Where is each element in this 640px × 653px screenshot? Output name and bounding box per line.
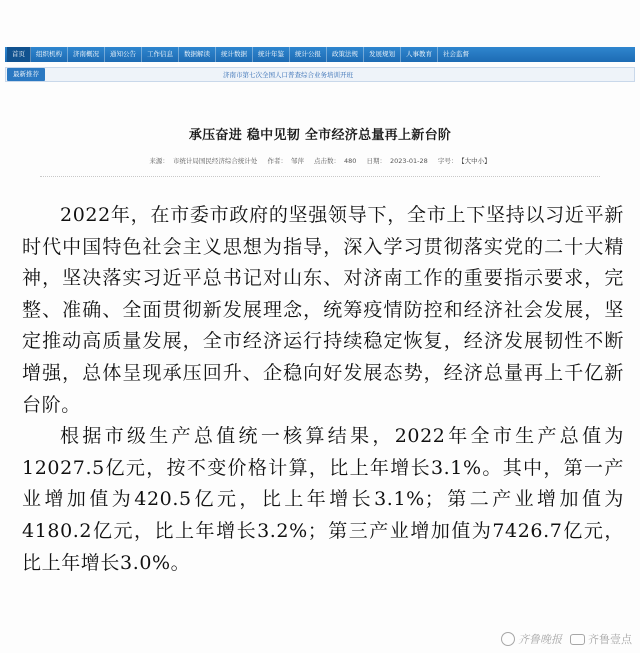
- meta-source: [147, 157, 259, 165]
- nav-item-home[interactable]: 首页: [7, 47, 31, 62]
- top-nav: [5, 47, 635, 62]
- meta-source-value: 市统计局国民经济综合统计处: [172, 157, 258, 165]
- meta-author-value: 邹萍: [290, 157, 304, 165]
- article-title: 承压奋进 稳中见韧 全市经济总量再上新台阶: [188, 128, 452, 143]
- tv-badge-icon: [570, 634, 585, 645]
- nav-item-policies[interactable]: 政策法规: [327, 47, 364, 62]
- nav-item-organization[interactable]: 组织机构: [31, 47, 68, 62]
- meta-font-label: 字号：: [437, 157, 458, 165]
- nav-item-hr-education[interactable]: 人事教育: [401, 47, 438, 62]
- article-paragraph: 根据市级生产总值统一核算结果，2022年全市生产总值为12027.5亿元，按不变价格计算，比上年增长3.1%。其中，第一产业增加值为420.5亿元，比上年增长3.1%；第二产业增加值为4180.2亿元，比上年增长3.2%；第三产业增加值为7426.7亿元，比上年增长3.0%。: [22, 425, 624, 574]
- watermark: [501, 631, 632, 647]
- nav-item-supervision[interactable]: 社会监督: [443, 50, 469, 58]
- ticker-label: 最新推荐: [7, 68, 45, 81]
- meta-date: [365, 157, 430, 165]
- header-divider: [40, 176, 600, 177]
- meta-clicks-label: 点击数：: [314, 157, 341, 165]
- meta-font-size: [436, 157, 493, 165]
- meta-clicks: [312, 157, 358, 165]
- meta-author-label: 作者：: [267, 157, 287, 165]
- article-body: [22, 200, 624, 579]
- nav-item-statistics[interactable]: 统计数据: [216, 47, 253, 62]
- nav-item-bulletin[interactable]: 统计公报: [290, 47, 327, 62]
- nav-item-planning[interactable]: 发展规划: [364, 47, 401, 62]
- meta-date-label: 日期：: [366, 157, 387, 165]
- nav-item-notices[interactable]: 通知公告: [105, 47, 142, 62]
- meta-author: [265, 157, 306, 165]
- nav-item-work-info[interactable]: 工作信息: [142, 47, 179, 62]
- nav-item-yearbook[interactable]: 统计年鉴: [253, 47, 290, 62]
- meta-date-value: 2023-01-28: [390, 157, 428, 165]
- nav-item-jinan-overview[interactable]: 济南概况: [68, 47, 105, 62]
- watermark-script: 齐鲁晚报: [518, 633, 562, 646]
- meta-source-label: 来源：: [149, 157, 169, 165]
- font-size-switch[interactable]: 【大中小】: [461, 157, 491, 165]
- qilu-logo-icon: [501, 632, 515, 646]
- watermark-brand: 齐鲁壹点: [588, 633, 632, 646]
- meta-clicks-value: 480: [344, 157, 357, 165]
- nav-item-data-interpretation[interactable]: 数据解读: [179, 47, 216, 62]
- news-ticker: [5, 67, 635, 82]
- ticker-link[interactable]: 济南市第七次全国人口普查综合业务培训开班: [223, 71, 353, 79]
- article-meta: [0, 156, 640, 165]
- article-paragraph: 2022年，在市委市政府的坚强领导下，全市上下坚持以习近平新时代中国特色社会主义思想为指导，深入学习贯彻落实党的二十大精神，坚决落实习近平总书记对山东、对济南工作的重要指示要求，完整、准确、全面贯彻新发展理念，统筹疫情防控和经济社会发展，坚定推动高质量发展，全市经济运行持续稳定恢复，经济发展韧性不断增强，总体呈现承压回升、企稳向好发展态势，经济总量再上千亿新台阶。: [22, 204, 624, 416]
